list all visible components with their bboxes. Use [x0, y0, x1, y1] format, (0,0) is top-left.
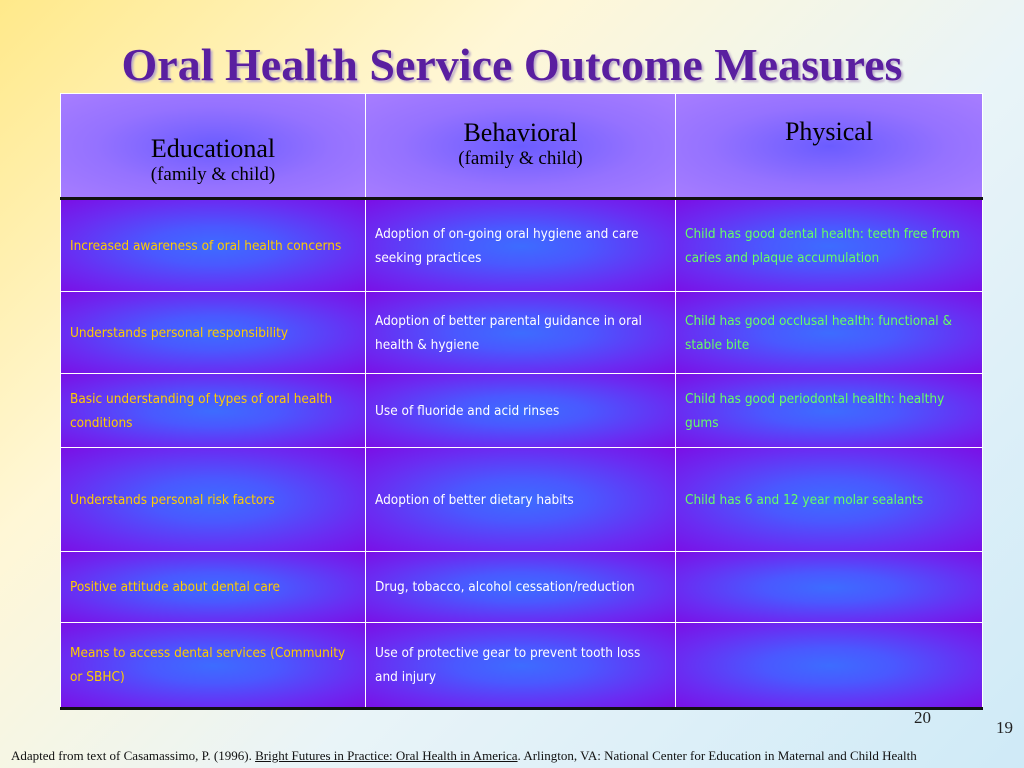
- educational-cell: Increased awareness of oral health concerns: [61, 199, 366, 292]
- citation-book-title: Bright Futures in Practice: Oral Health in America: [255, 748, 518, 763]
- table-row: [61, 623, 983, 709]
- educational-cell: Understands personal responsibility: [61, 292, 366, 374]
- citation-prefix: Adapted from text of Casamassimo, P. (1996).: [11, 748, 256, 763]
- behavioral-cell: Use of fluoride and acid rinses: [366, 374, 676, 448]
- column-header-physical: [676, 94, 983, 199]
- behavioral-cell: Drug, tobacco, alcohol cessation/reduction: [366, 552, 676, 623]
- educational-cell: Positive attitude about dental care: [61, 552, 366, 623]
- column-header-educational: [61, 94, 366, 199]
- physical-cell: Child has 6 and 12 year molar sealants: [676, 448, 983, 552]
- table-row: [61, 199, 983, 292]
- outcome-measures-table: [60, 93, 983, 710]
- educational-cell: Means to access dental services (Community or SBHC): [61, 623, 366, 709]
- column-header-label: Physical: [784, 117, 874, 146]
- physical-cell: [676, 623, 983, 709]
- column-header-sublabel: (family & child): [458, 148, 583, 169]
- table-row: [61, 292, 983, 374]
- column-header-label: Behavioral: [463, 118, 578, 147]
- citation: [11, 748, 917, 764]
- table-row: [61, 374, 983, 448]
- physical-cell: Child has good periodontal health: healthy gums: [676, 374, 983, 448]
- educational-cell: Basic understanding of types of oral health conditions: [61, 374, 366, 448]
- physical-cell: Child has good occlusal health: functional & stable bite: [676, 292, 983, 374]
- slide-number: 20: [914, 708, 931, 727]
- citation-suffix: . Arlington, VA: National Center for Education in Maternal and Child Health: [517, 748, 917, 763]
- column-header-label: Educational: [150, 134, 276, 163]
- behavioral-cell: Adoption of on-going oral hygiene and care seeking practices: [366, 199, 676, 292]
- column-header-sublabel: (family & child): [150, 164, 276, 185]
- educational-cell: Understands personal risk factors: [61, 448, 366, 552]
- table-header-row: [61, 94, 983, 199]
- behavioral-cell: Use of protective gear to prevent tooth loss and injury: [366, 623, 676, 709]
- behavioral-cell: Adoption of better parental guidance in oral health & hygiene: [366, 292, 676, 374]
- physical-cell: [676, 552, 983, 623]
- behavioral-cell: Adoption of better dietary habits: [366, 448, 676, 552]
- column-header-behavioral: [366, 94, 676, 199]
- slide-title: Oral Health Service Outcome Measures: [121, 39, 903, 90]
- table-row: [61, 448, 983, 552]
- physical-cell: Child has good dental health: teeth free from caries and plaque accumulation: [676, 199, 983, 292]
- table-row: [61, 552, 983, 623]
- page-number: 19: [996, 718, 1013, 737]
